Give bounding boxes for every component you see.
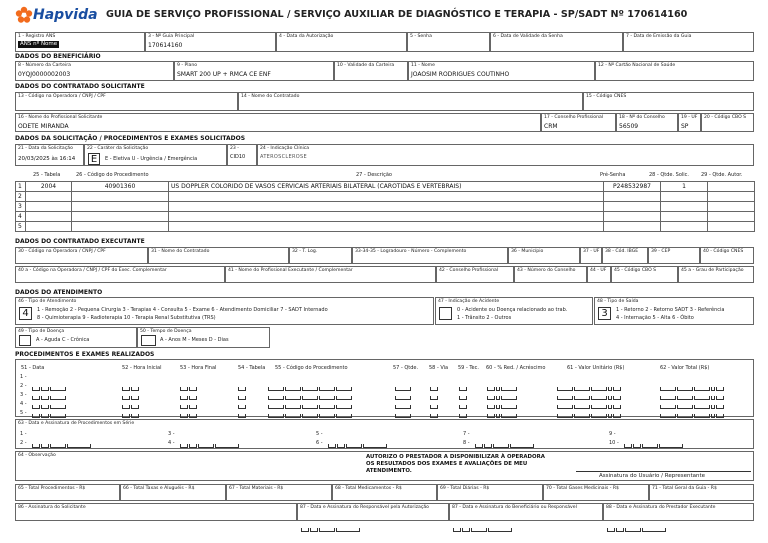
field-21[interactable]: 21 - Data da Solicitação 20/03/2025 às 16:14: [15, 144, 84, 166]
total-diarias[interactable]: 69 - Total Diárias - R$: [437, 484, 543, 501]
field-48[interactable]: 48 - Tipo de Saída 3 1 - Retorno 2 - Retorno SADT 3 - Referência 4 - Internação 5 - Alta 6 - Óbito: [594, 297, 754, 325]
logo: [14, 5, 98, 25]
field-45[interactable]: 45 - Código CBO S: [611, 266, 678, 283]
field-49[interactable]: 49 - Tipo de Doença A - Aguda C - Crônica: [15, 327, 137, 348]
field-8[interactable]: 8 - Número da Carteira 0YQJ0000002003: [15, 61, 174, 81]
field-87[interactable]: 87 - Data e Assinatura do Responsável pela Autorização: [297, 503, 449, 521]
field-1[interactable]: 1 - Registro ANS ANS nº Nome: [15, 32, 145, 52]
section-beneficiario: DADOS DO BENEFICIÁRIO: [15, 53, 101, 60]
field-24[interactable]: 24 - Indicação Clínica ATEROSCLEROSE: [257, 144, 754, 166]
realizados-rows[interactable]: [20, 372, 750, 417]
field-23[interactable]: 23 - CID10: [227, 144, 257, 166]
field-30[interactable]: 30 - Código na Operadora / CNPJ / CPF: [15, 247, 148, 264]
table-row[interactable]: 2: [16, 192, 755, 202]
col-presenha: Pré-Senha: [600, 172, 626, 178]
section-executante: DADOS DO CONTRATADO EXECUTANTE: [15, 238, 145, 245]
col-qtde-solic: 28 - Qtde. Solic.: [649, 172, 690, 178]
col-qtde-autor: 29 - Qtde. Autor.: [701, 172, 743, 178]
total-geral[interactable]: 71 - Total Geral da Guia - R$: [649, 484, 754, 501]
field-17[interactable]: 17 - Conselho Profissional CRM: [541, 113, 616, 132]
col-via: 58 - Via: [429, 365, 449, 371]
field-19[interactable]: 19 - UF SP: [678, 113, 701, 132]
field-11[interactable]: 11 - Nome JOAOSIM RODRIGUES COUTINHO: [408, 61, 595, 81]
signature-label: Assinatura do Usuário / Representante: [599, 473, 706, 479]
col-red: 60 - % Red. / Acréscimo: [486, 365, 546, 371]
logo-text: Hapvida: [33, 7, 98, 23]
field-12[interactable]: 12 - Nº Cartão Nacional de Saúde: [595, 61, 754, 81]
page-title: GUIA DE SERVIÇO PROFISSIONAL / SERVIÇO AUXILIAR DE DIAGNÓSTICO E TERAPIA - SP/SADT Nº 170614160: [106, 9, 688, 20]
field-43[interactable]: 43 - Número do Conselho: [514, 266, 587, 283]
field-87b[interactable]: 87 - Data e Assinatura do Beneficiário ou Responsável: [449, 503, 603, 521]
col-tec: 59 - Tec.: [458, 365, 479, 371]
table-row[interactable]: 3: [16, 202, 755, 212]
field-4[interactable]: 4 - Data da Autorização: [276, 32, 407, 52]
field-39[interactable]: 39 - CEP: [648, 247, 700, 264]
field-3[interactable]: 3 - Nº Guia Principal 170614160: [145, 32, 276, 52]
col-hora-final: 53 - Hora Final: [180, 365, 217, 371]
field-50[interactable]: 50 - Tempo de Doença A - Anos M - Meses D - Dias: [137, 327, 270, 348]
total-materiais[interactable]: 67 - Total Materiais - R$: [226, 484, 332, 501]
field-33[interactable]: 33-34-35 - Logradouro - Número - Complemento: [352, 247, 508, 264]
field-14[interactable]: 14 - Nome do Contratado: [238, 92, 583, 111]
col-data: 51 - Data: [21, 365, 45, 371]
carater-value: E: [88, 153, 100, 165]
table-row[interactable]: 1 2004 40901360 US DOPPLER COLORIDO DE VASOS CERVICAIS ARTERIAIS BILATERAL (CAROTIDAS E VERTEBRAIS) P248532987 1: [16, 182, 755, 192]
col-tabela: 25 - Tabela: [33, 172, 61, 178]
section-atendimento: DADOS DO ATENDIMENTO: [15, 289, 103, 296]
procedures-table: [15, 181, 755, 232]
col-codigo-r: 55 - Código do Procedimento: [275, 365, 348, 371]
field-40[interactable]: 40 - Código CNES: [700, 247, 754, 264]
field-13[interactable]: 13 - Código na Operadora / CNPJ / CPF: [15, 92, 238, 111]
field-37[interactable]: 37 - UF: [580, 247, 602, 264]
field-22[interactable]: 22 - Caráter da Solicitação E E - Eletiva U - Urgência / Emergência: [84, 144, 227, 166]
field-46[interactable]: 46 - Tipo de Atendimento 4 1 - Remoção 2 - Pequena Cirurgia 3 - Terapias 4 - Consulta 5 - Exame 6 - Atendimento Domiciliar 7 - SADT Internado 8 - Quimioterapia 9 - Radioterapia 10 - Terapia Renal Substitutiva (TRS): [15, 297, 434, 325]
field-20[interactable]: 20 - Código CBO S: [701, 113, 754, 132]
ans-value: ANS nº Nome: [20, 41, 58, 47]
col-descricao: 27 - Descrição: [356, 172, 392, 178]
field-41[interactable]: 41 - Nome do Profissional Executante / Complementar: [225, 266, 436, 283]
tipo-atendimento-value: 4: [19, 307, 32, 320]
total-medicamentos[interactable]: 68 - Total Medicamentos - R$: [332, 484, 437, 501]
field-36[interactable]: 36 - Município: [508, 247, 580, 264]
field-86[interactable]: 86 - Assinatura do Solicitante: [15, 503, 297, 521]
field-18[interactable]: 18 - Nº do Conselho 56509: [616, 113, 678, 132]
col-hora-inicial: 52 - Hora Inicial: [122, 365, 162, 371]
tipo-doenca-box[interactable]: [19, 335, 31, 346]
tipo-saida-value: 3: [598, 307, 611, 320]
field-47[interactable]: 47 - Indicação de Acidente 0 - Acidente ou Doença relacionado ao trab. 1 - Trânsito 2 - Outros: [435, 297, 593, 325]
acidente-box[interactable]: [439, 307, 452, 320]
field-15[interactable]: 15 - Código CNES: [583, 92, 754, 111]
field-7[interactable]: 7 - Data de Emissão da Guia: [623, 32, 754, 52]
realizado-row[interactable]: 1 -: [20, 372, 750, 381]
section-solicitacao: DADOS DA SOLICITAÇÃO / PROCEDIMENTOS E EXAMES SOLICITADOS: [15, 135, 246, 142]
field-88[interactable]: 88 - Data e Assinatura do Prestador Executante: [603, 503, 754, 521]
table-row[interactable]: 4: [16, 212, 755, 222]
col-tabela-r: 54 - Tabela: [238, 365, 266, 371]
realizado-row[interactable]: 2 -: [20, 381, 750, 390]
logo-flower-icon: [14, 5, 34, 25]
field-6[interactable]: 6 - Data de Validade da Senha: [490, 32, 623, 52]
realizado-row[interactable]: 4 -: [20, 399, 750, 408]
autorizo-text: AUTORIZO O PRESTADOR A DISPONIBILIZAR À OPERADORA OS RESULTADOS DOS EXAMES E AVALIAÇÕES DE MEU ATENDIMENTO.: [366, 454, 545, 474]
realizado-row[interactable]: 3 -: [20, 390, 750, 399]
field-32[interactable]: 32 - T. Log.: [289, 247, 352, 264]
field-31[interactable]: 31 - Nome do Contratado: [148, 247, 289, 264]
field-38[interactable]: 38 - Cód. IBGE: [602, 247, 648, 264]
field-63[interactable]: 63 - Data e Assinatura de Procedimentos em Série 1 - 2 - 3 - 4 - 5 - 6 - 7 - 8 - 9 - 10 -: [15, 419, 754, 449]
total-taxas[interactable]: 66 - Total Taxas e Aluguéis - R$: [120, 484, 226, 501]
field-44[interactable]: 44 - UF: [587, 266, 611, 283]
field-42[interactable]: 42 - Conselho Profissional: [436, 266, 514, 283]
total-gases[interactable]: 70 - Total Gases Medicinais - R$: [543, 484, 649, 501]
col-valor-total: 62 - Valor Total (R$): [660, 365, 710, 371]
field-16[interactable]: 16 - Nome do Profissional Solicitante ODETE MIRANDA: [15, 113, 541, 132]
tempo-doenca-box[interactable]: [141, 335, 156, 346]
col-qtde-r: 57 - Qtde.: [393, 365, 419, 371]
field-45a[interactable]: 45 a - Grau de Participação: [678, 266, 754, 283]
field-10[interactable]: 10 - Validade da Carteira: [334, 61, 408, 81]
realizado-row[interactable]: 5 -: [20, 408, 750, 417]
table-row[interactable]: 5: [16, 222, 755, 232]
field-9[interactable]: 9 - Plano SMART 200 UP + RMCA CE ENF: [174, 61, 334, 81]
field-40a[interactable]: 40 a - Código na Operadora / CNPJ / CPF do Exec. Complementar: [15, 266, 225, 283]
field-5[interactable]: 5 - Senha: [407, 32, 490, 52]
col-valor-unit: 61 - Valor Unitário (R$): [567, 365, 625, 371]
total-procedimentos[interactable]: 65 - Total Procedimentos - R$: [15, 484, 120, 501]
field-64[interactable]: 64 - Observação AUTORIZO O PRESTADOR A DISPONIBILIZAR À OPERADORA OS RESULTADOS DOS EXAMES E AVALIAÇÕES DE MEU ATENDIMENTO. Assinatura do Usuário / Representante: [15, 451, 754, 481]
section-realizados: PROCEDIMENTOS E EXAMES REALIZADOS: [15, 351, 155, 358]
realizados-box: [15, 359, 754, 417]
section-solicitante: DADOS DO CONTRATADO SOLICITANTE: [15, 83, 145, 90]
col-codigo: 26 - Código do Procedimento: [76, 172, 149, 178]
signature-line: [576, 471, 751, 472]
